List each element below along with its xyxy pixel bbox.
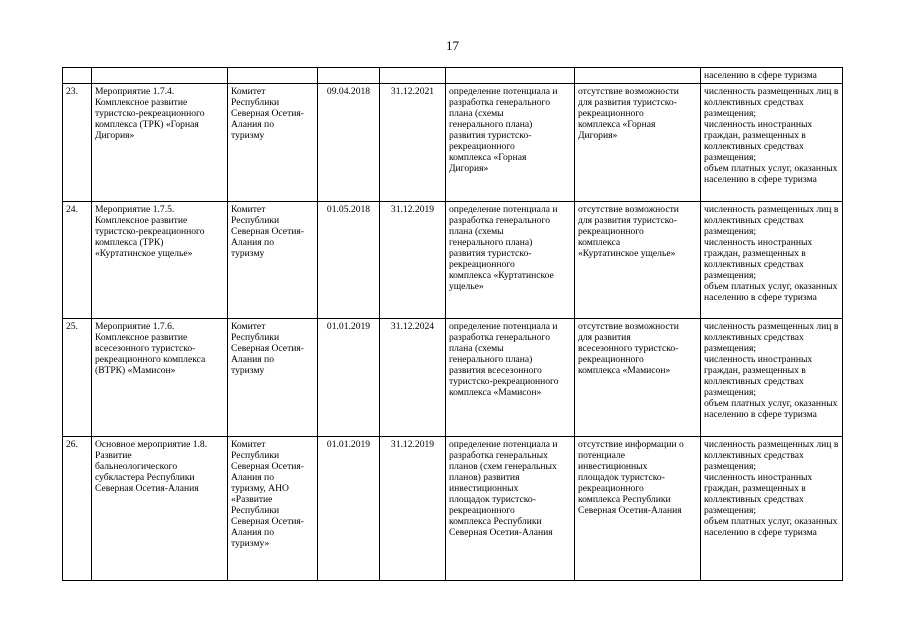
- cell-event: Мероприятие 1.7.4. Комплексное развитие туристско-рекреационного комплекса (ТРК) «Горная Дигория»: [92, 84, 228, 202]
- cell-executor: Комитет Республики Северная Осетия- Алания по туризму: [228, 319, 318, 437]
- cell-num: 23.: [63, 84, 92, 202]
- table-row: [63, 319, 843, 437]
- cell-executor: Комитет Республики Северная Осетия- Алания по туризму: [228, 84, 318, 202]
- cell-result: определение потенциала и разработка генерального плана (схемы генерального плана) развития туристско- рекреационного комплекса «Куртатинское ущелье»: [446, 202, 575, 319]
- table-row: [63, 437, 843, 581]
- cell-consequence: отсутствие возможности для развития туристско- рекреационного комплекса «Куртатинское ущелье»: [575, 202, 701, 319]
- cell-consequence: [575, 68, 701, 84]
- cell-indicators: численность размещенных лиц в коллективных средствах размещения; численность иностранных граждан, размещенных в коллективных средствах размещения; объем платных услуг, оказанных населению в сфере туризма: [701, 84, 843, 202]
- cell-num: 25.: [63, 319, 92, 437]
- cell-start-date: 09.04.2018: [318, 84, 380, 202]
- page-number: 17: [446, 38, 459, 53]
- cell-result: определение потенциала и разработка генеральных планов (схем генеральных планов) развития инвестиционных площадок туристско- рекреационного комплекса Республики Северная Осетия-Алания: [446, 437, 575, 581]
- cell-start-date: 01.01.2019: [318, 437, 380, 581]
- cell-event: Основное мероприятие 1.8. Развитие бальнеологического субкластера Республики Северная Осетия-Алания: [92, 437, 228, 581]
- cell-start-date: 01.01.2019: [318, 319, 380, 437]
- cell-event: Мероприятие 1.7.5. Комплексное развитие туристско-рекреационного комплекса (ТРК) «Куртатинское ущелье»: [92, 202, 228, 319]
- cell-consequence: отсутствие возможности для развития туристско- рекреационного комплекса «Горная Дигория»: [575, 84, 701, 202]
- cell-start-date: [318, 68, 380, 84]
- cell-indicators: численность размещенных лиц в коллективных средствах размещения; численность иностранных граждан, размещенных в коллективных средствах размещения; объем платных услуг, оказанных населению в сфере туризма: [701, 437, 843, 581]
- cell-indicators: численность размещенных лиц в коллективных средствах размещения; численность иностранных граждан, размещенных в коллективных средствах размещения; объем платных услуг, оказанных населению в сфере туризма: [701, 202, 843, 319]
- cell-end-date: 31.12.2024: [380, 319, 446, 437]
- cell-end-date: 31.12.2019: [380, 202, 446, 319]
- cell-end-date: 31.12.2021: [380, 84, 446, 202]
- cell-result: определение потенциала и разработка генерального плана (схемы генерального плана) развития всесезонного туристско-рекреационного комплекса «Мамисон»: [446, 319, 575, 437]
- cell-executor: [228, 68, 318, 84]
- cell-indicators: численность размещенных лиц в коллективных средствах размещения; численность иностранных граждан, размещенных в коллективных средствах размещения; объем платных услуг, оказанных населению в сфере туризма: [701, 319, 843, 437]
- cell-event: Мероприятие 1.7.6. Комплексное развитие всесезонного туристско- рекреационного комплекса (ВТРК) «Мамисон»: [92, 319, 228, 437]
- cell-indicators: населению в сфере туризма: [701, 68, 843, 84]
- cell-num: 26.: [63, 437, 92, 581]
- cell-num: 24.: [63, 202, 92, 319]
- cell-end-date: [380, 68, 446, 84]
- cell-consequence: отсутствие возможности для развития всесезонного туристско- рекреационного комплекса «Мамисон»: [575, 319, 701, 437]
- cell-executor: Комитет Республики Северная Осетия- Алания по туризму: [228, 202, 318, 319]
- cell-result: определение потенциала и разработка генерального плана (схемы генерального плана) развития туристско- рекреационного комплекса «Горная Дигория»: [446, 84, 575, 202]
- cell-consequence: отсутствие информации о потенциале инвестиционных площадок туристско- рекреационного комплекса Республики Северная Осетия-Алания: [575, 437, 701, 581]
- cell-executor: Комитет Республики Северная Осетия- Алания по туризму, АНО «Развитие Республики Северная Осетия- Алания по туризму»: [228, 437, 318, 581]
- table-row: [63, 84, 843, 202]
- cell-result: [446, 68, 575, 84]
- cell-end-date: 31.12.2019: [380, 437, 446, 581]
- measures-table: [62, 67, 843, 581]
- cell-num: [63, 68, 92, 84]
- table-row: [63, 202, 843, 319]
- cell-start-date: 01.05.2018: [318, 202, 380, 319]
- cell-event: [92, 68, 228, 84]
- table-row-continued: [63, 68, 843, 84]
